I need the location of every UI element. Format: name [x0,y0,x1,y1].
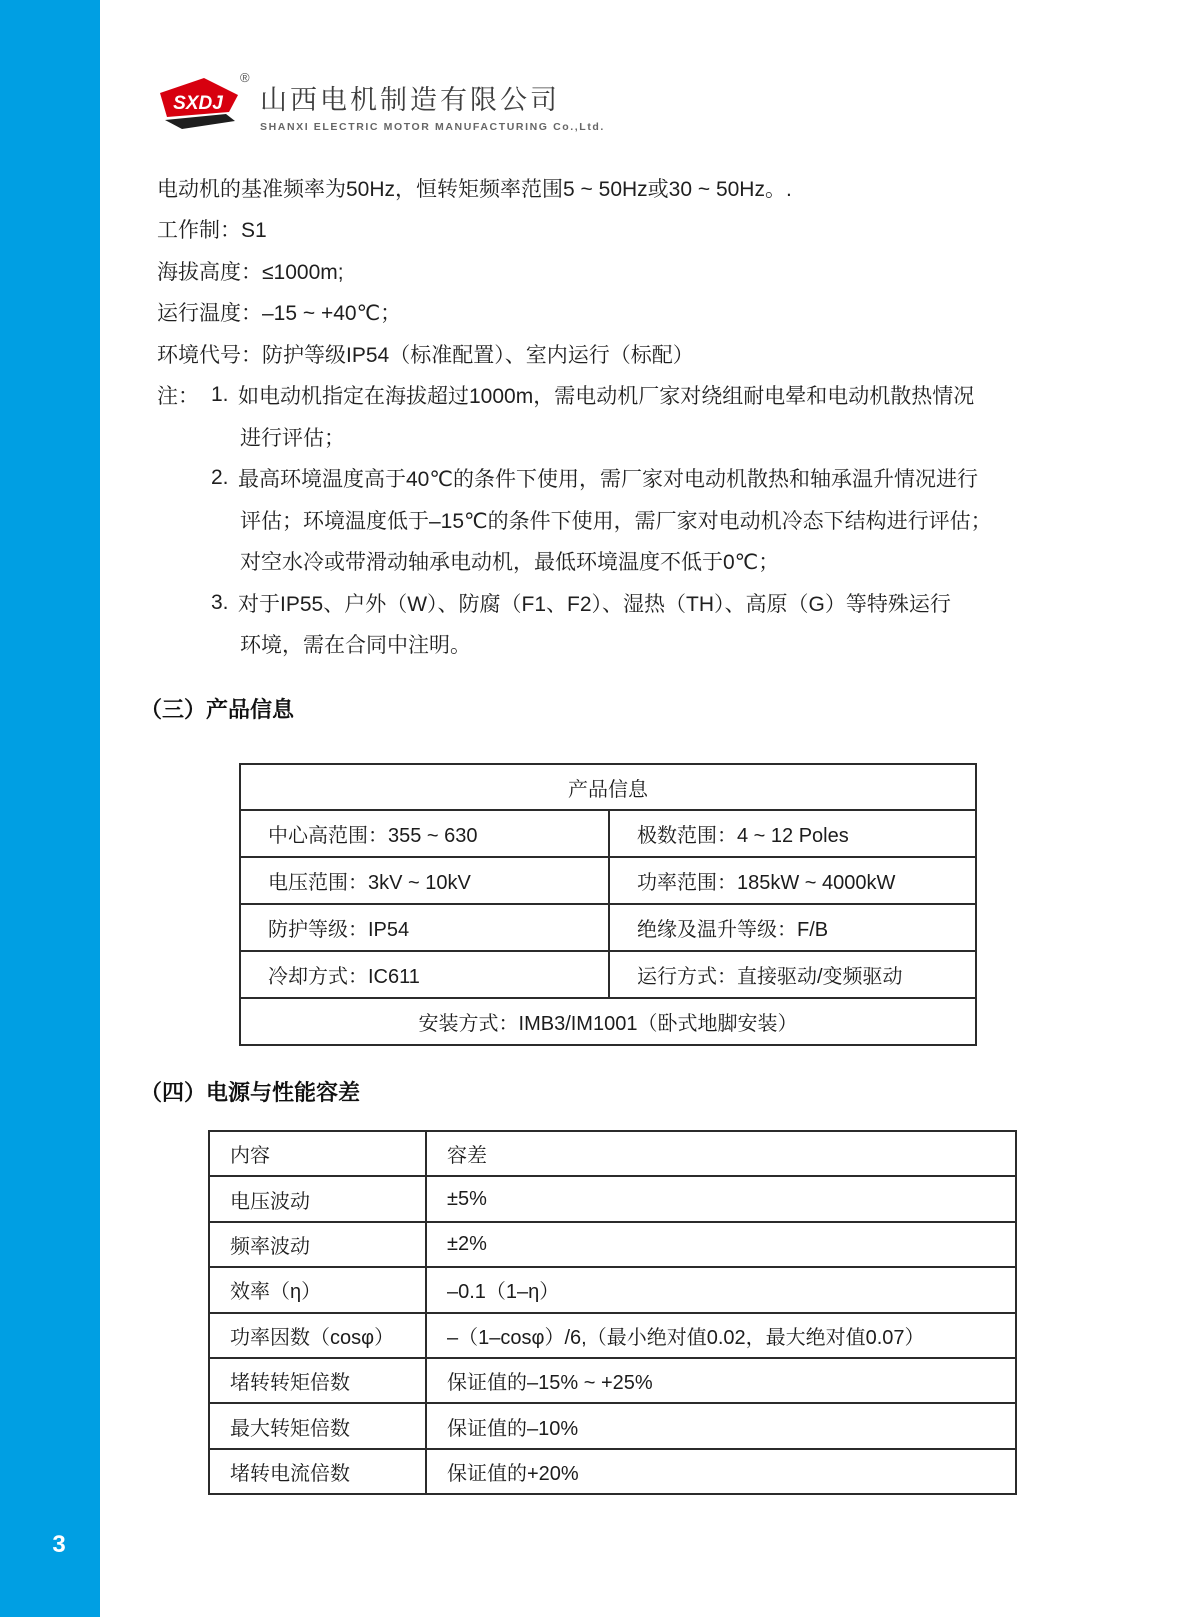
table-row [209,1176,1016,1221]
table-cell: 功率因数（cosφ） [209,1313,426,1358]
text-line: 电动机的基准频率为50Hz，恒转矩频率范围5 ~ 50Hz或30 ~ 50Hz。. [157,177,792,201]
table-cell: –0.1（1–η） [426,1267,1016,1312]
page-number: 3 [52,1531,66,1558]
table-cell: 堵转电流倍数 [209,1449,426,1494]
company-name-block [260,78,605,133]
company-name-cn: 山西电机制造有限公司 [260,84,560,115]
table-cell: 保证值的–10% [426,1403,1016,1448]
table-row [240,857,976,904]
table-cell: 防护等级：IP54 [240,904,609,951]
table-row [240,810,976,857]
sxdj-flag-icon [158,76,244,134]
tolerance-table [208,1130,1017,1495]
note-line: 2. 最高环境温度高于40℃的条件下使用，需厂家对电动机散热和轴承温升情况进行 [211,466,978,492]
note-line: 评估；环境温度低于–15℃的条件下使用，需厂家对电动机冷态下结构进行评估； [240,509,992,533]
table-cell: 绝缘及温升等级：F/B [609,904,976,951]
table-row [209,1449,1016,1494]
table-title: 产品信息 [240,764,976,810]
section-heading-tolerance: （四）电源与性能容差 [140,1080,361,1105]
table-cell: ±5% [426,1176,1016,1221]
note-line: 环境，需在合同中注明。 [240,634,471,658]
table-row [209,1267,1016,1312]
section-heading-product-info: （三）产品信息 [140,697,295,722]
text-line: 工作制：S1 [157,219,267,243]
table-row [209,1403,1016,1448]
company-name-en: SHANXI ELECTRIC MOTOR MANUFACTURING Co.,Ltd. [260,120,605,133]
table-cell: 电压波动 [209,1176,426,1221]
table-cell: ±2% [426,1222,1016,1267]
note-line: 进行评估； [240,426,345,450]
note-number: 1. [211,383,229,407]
table-cell: 保证值的+20% [426,1449,1016,1494]
table-cell: 最大转矩倍数 [209,1403,426,1448]
text-line: 运行温度：–15 ~ +40℃； [157,302,402,326]
table-header-cell: 容差 [426,1131,1016,1176]
note-number: 2. [211,466,229,490]
table-header-cell: 内容 [209,1131,426,1176]
text-line: 海拔高度：≤1000m; [157,260,344,284]
registered-trademark-icon: ® [240,70,250,85]
table-row [240,998,976,1045]
table-cell: 效率（η） [209,1267,426,1312]
table-cell: 频率波动 [209,1222,426,1267]
table-cell: 极数范围：4 ~ 12 Poles [609,810,976,857]
text-line: 环境代号：防护等级IP54（标准配置）、室内运行（标配） [157,343,694,367]
left-accent-bar [0,0,100,1617]
note-label: 注： [157,385,199,409]
table-row [209,1313,1016,1358]
note-number: 3. [211,590,229,614]
table-footer: 安装方式：IMB3/IM1001（卧式地脚安装） [240,998,976,1045]
company-logo [158,70,605,134]
table-cell: 堵转转矩倍数 [209,1358,426,1403]
table-row [240,951,976,998]
table-cell: –（1–cosφ）/6,（最小绝对值0.02，最大绝对值0.07） [426,1313,1016,1358]
svg-text:SXDJ: SXDJ [173,93,223,114]
note-line: 3. 对于IP55、户外（W）、防腐（F1、F2）、湿热（TH）、高原（G）等特殊运行 [211,590,951,616]
table-cell: 保证值的–15% ~ +25% [426,1358,1016,1403]
table-cell: 电压范围：3kV ~ 10kV [240,857,609,904]
table-cell: 功率范围：185kW ~ 4000kW [609,857,976,904]
note-line: 注： 1. 如电动机指定在海拔超过1000m，需电动机厂家对绕组耐电晕和电动机散热情况 [157,375,1147,417]
table-cell: 运行方式：直接驱动/变频驱动 [609,951,976,998]
body-text [157,167,1147,665]
table-header-row [209,1131,1016,1176]
table-row [209,1222,1016,1267]
table-row [240,904,976,951]
product-info-table [239,763,977,1046]
table-cell: 冷却方式：IC611 [240,951,609,998]
note-line: 对空水冷或带滑动轴承电动机，最低环境温度不低于0℃； [240,551,780,575]
logo-mark [158,70,250,134]
table-cell: 中心高范围：355 ~ 630 [240,810,609,857]
table-row [209,1358,1016,1403]
